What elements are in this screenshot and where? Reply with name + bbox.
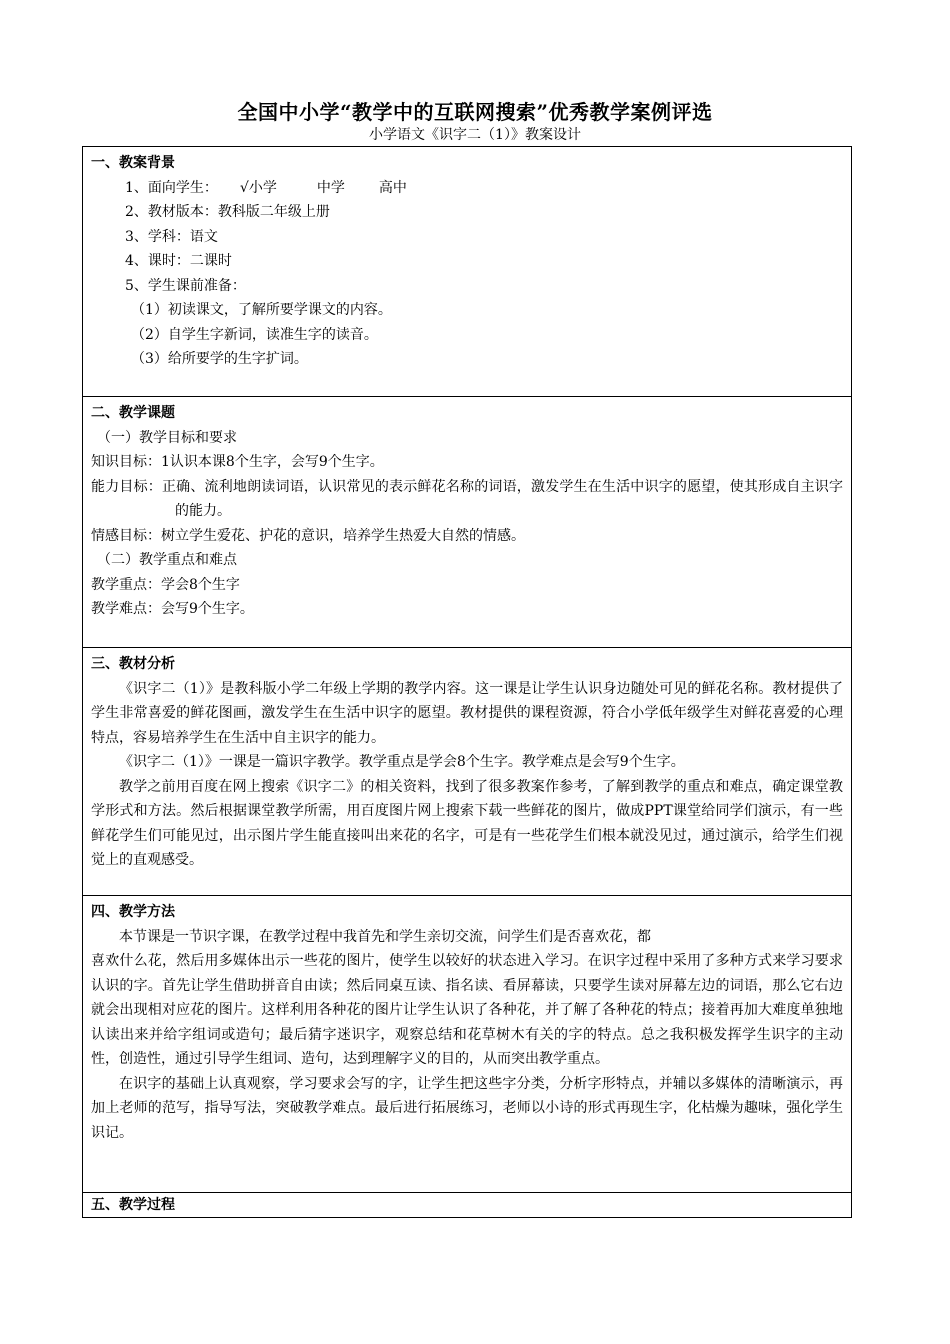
grade-primary: √小学: [239, 179, 277, 196]
grade-middle: 中学: [316, 179, 345, 196]
subheading: （二）教学重点和难点: [97, 552, 237, 568]
paragraph: 《识字二（1）》一课是一篇识字教学。教学重点是学会8个生字。教学难点是会写9个生字。: [119, 754, 685, 770]
section-heading: 一、教案背景: [91, 155, 175, 171]
knowledge-goal: 知识目标：1认识本课8个生字，会写9个生字。: [91, 454, 384, 470]
prep-item: （3）给所要学的生字扩词。: [131, 351, 308, 367]
grade-high: 高中: [378, 179, 407, 196]
paragraph: 本节课是一节识字课，在教学过程中我首先和学生亲切交流，问学生们是否喜欢花，都: [119, 928, 651, 945]
section-process: [83, 1193, 851, 1217]
edition-line: 2、教材版本：教科版二年级上册: [125, 204, 330, 220]
hours-line: 4、课时：二课时: [125, 253, 232, 269]
prep-line: 5、学生课前准备：: [125, 277, 246, 294]
section-material-analysis: [83, 648, 851, 896]
section-topic: [83, 397, 851, 648]
paragraph: 《识字二（1）》是教科版小学二年级上学期的教学内容。这一课是让学生认识身边随处可见的鲜花名称。教材提供了学生非常喜爱的鲜花图画，激发学生在生活中识字的愿望。教材提供的课程资源，符合小学低年级学生对鲜花喜爱的心理特点，容易培养学生在生活中自主识字的能力。: [91, 680, 843, 746]
paragraph: 教学之前用百度在网上搜索《识字二》的相关资料，找到了很多教案作参考，了解到教学的重点和难点，确定课堂教学形式和方法。然后根据课堂教学所需，用百度图片网上搜索下载一些鲜花的图片，做成PPT课堂给同学们演示，有一些鲜花学生们可能见过，出示图片学生能直接叫出来花的名字，可是有一些花学生们根本就没见过，通过演示，给学生们视觉上的直观感受。: [91, 778, 843, 868]
section-heading: 三、教材分析: [91, 656, 175, 672]
page-subtitle: 小学语文《识字二（1）》教案设计: [369, 127, 581, 143]
lesson-plan-table: [82, 146, 852, 1218]
target-students-row: [91, 176, 843, 201]
difficult-point: 教学难点：会写9个生字。: [91, 601, 254, 617]
section-heading: 二、教学课题: [91, 405, 175, 421]
section-heading: 四、教学方法: [91, 904, 175, 920]
prep-item: （2）自学生字新词，读准生字的读音。: [131, 326, 378, 343]
emotion-goal: 情感目标：树立学生爱花、护花的意识，培养学生热爱大自然的情感。: [91, 527, 525, 544]
section-heading: 五、教学过程: [91, 1197, 175, 1213]
subject-line: 3、学科：语文: [125, 228, 218, 245]
page-title: 全国中小学“教学中的互联网搜索”优秀教学案例评选: [237, 100, 713, 124]
key-point: 教学重点：学会8个生字: [91, 576, 240, 593]
subheading: （一）教学目标和要求: [97, 429, 237, 446]
paragraph: 喜欢什么花，然后用多媒体出示一些花的图片，使学生以较好的状态进入学习。在识字过程中采用了多种方式来学习要求认识的字。首先让学生借助拼音自由读；然后同桌互读、指名读、看屏幕读，只要学生读对屏幕左边的词语，那么它右边就会出现相对应花的图片。这样利用各种花的图片让学生认识了各种花，并了解了各种花的特点；接着再加大难度单独地认读出来并给字组词或造句；最后猜字迷识字，观察总结和花草树木有关的字的特点。总之我积极发挥学生识字的主动性，创造性，通过引导学生组词、造句，达到理解字义的目的，从而突出教学重点。: [91, 953, 843, 1067]
section-method: [83, 896, 851, 1193]
target-label: 1、面向学生：: [125, 179, 218, 196]
section-background: [83, 147, 851, 397]
ability-goal: 能力目标：正确、流利地朗读词语，认识常见的表示鲜花名称的词语，激发学生在生活中识字的愿望，使其形成自主识字的能力。: [91, 478, 843, 519]
prep-item: （1）初读课文，了解所要学课文的内容。: [131, 302, 392, 318]
paragraph: 在识字的基础上认真观察，学习要求会写的字，让学生把这些字分类，分析字形特点，并辅以多媒体的清晰演示，再加上老师的范写，指导写法，突破教学难点。最后进行拓展练习，老师以小诗的形式再现生字，化枯燥为趣味，强化学生识记。: [91, 1075, 843, 1141]
